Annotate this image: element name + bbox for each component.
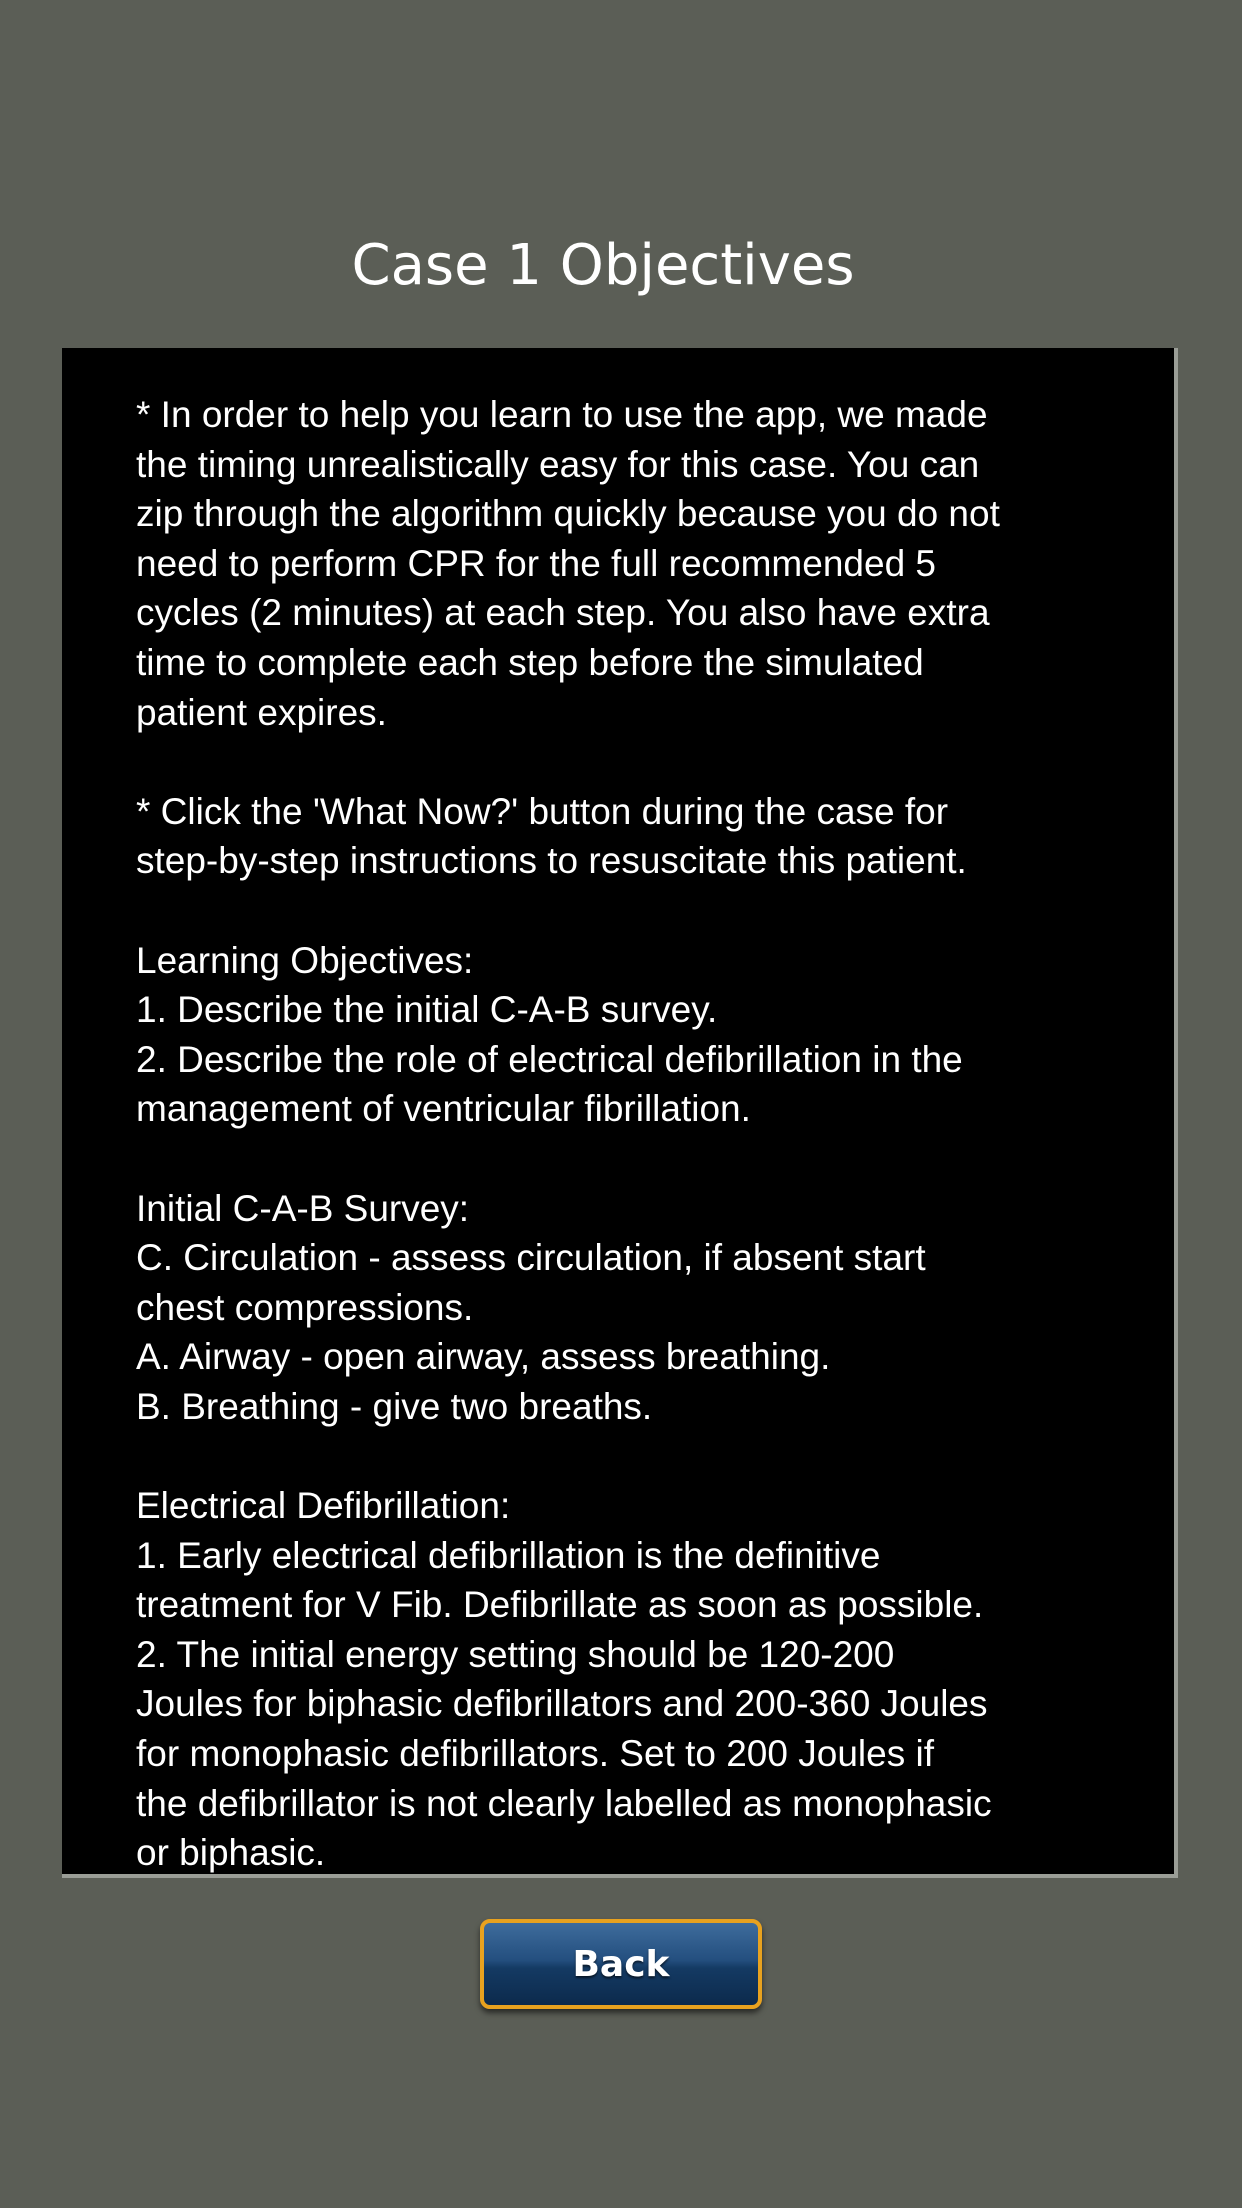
back-button[interactable]: Back — [480, 1919, 762, 2009]
objectives-text: * In order to help you learn to use the app, we made the timing unrealistically easy for this case. You can zip through the algorithm quickly because you do not need to perform CPR for the full recommended 5 cycles (2 minutes) at each step. You also have extra time to complete each step before the simulated patient expires. * Click the 'What Now?' button during the case for step-by-step instructions to resuscitate this patient. Learning Objectives: 1. Describe the initial C-A-B survey. 2. Describe the role of electrical defibrillation in the management of ventricular fibrillation. Initial C-A-B Survey: C. Circulation - assess circulation, if absent start chest compressions. A. Airway - open airway, assess breathing. B. Breathing - give two breaths. Electrical Defibrillation: 1. Early electrical defibrillation is the definitive treatment for V Fib. Defibrillate as soon as possible. 2. The initial energy setting should be 120-200 Joules for biphasic defibrillators and 200-360 Joules for monophasic defibrillators. Set to 200 Joules if the defibrillator is not clearly labelled as monophasic or biphasic. — [136, 394, 1000, 1874]
page-title: Case 1 Objectives — [351, 233, 855, 298]
objectives-panel[interactable] — [62, 348, 1178, 1878]
objectives-scroll-area[interactable] — [136, 390, 1114, 1874]
